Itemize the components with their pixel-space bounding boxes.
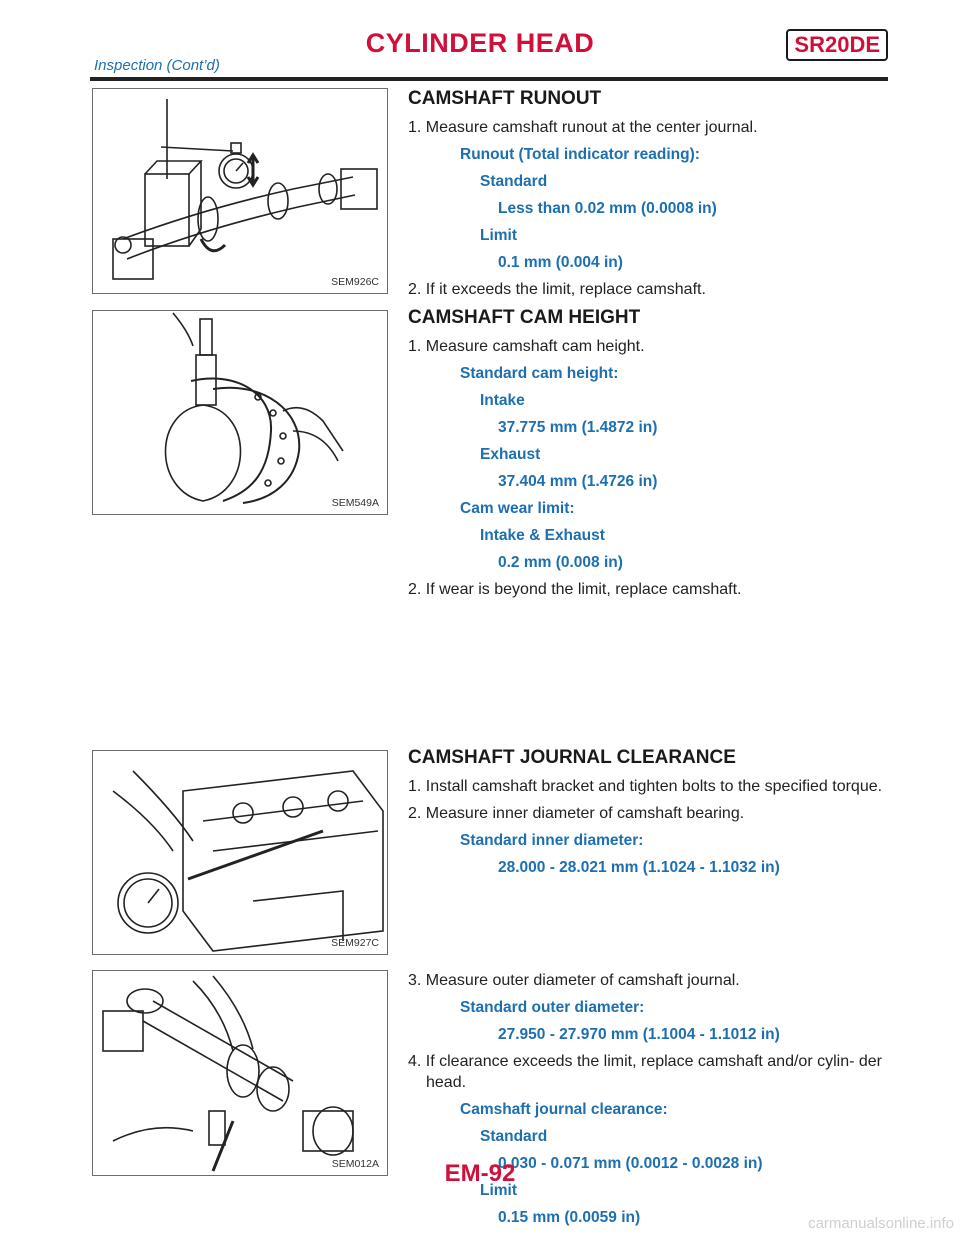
step-text: 1. Measure camshaft runout at the center journal. bbox=[408, 119, 758, 136]
section-journal-clearance bbox=[408, 747, 888, 884]
journal-micrometer-illustration-icon bbox=[93, 971, 387, 1175]
figure-journal-outer bbox=[92, 970, 388, 1176]
figure-journal-bore bbox=[92, 750, 388, 955]
spec-label: Exhaust bbox=[480, 446, 541, 463]
section-heading: CAMSHAFT CAM HEIGHT bbox=[408, 307, 641, 328]
spec-value: 0.1 mm (0.004 in) bbox=[498, 254, 623, 271]
step-text: 3. Measure outer diameter of camshaft journal. bbox=[408, 972, 740, 989]
spec-value: 27.950 - 27.970 mm (1.1004 - 1.1012 in) bbox=[498, 1026, 780, 1043]
page-subtitle: Inspection (Cont’d) bbox=[94, 57, 220, 74]
step-text: 2. If wear is beyond the limit, replace camshaft. bbox=[408, 581, 742, 598]
section-heading: CAMSHAFT JOURNAL CLEARANCE bbox=[408, 747, 736, 768]
section-journal-clearance-cont bbox=[408, 970, 888, 1234]
spec-value: Less than 0.02 mm (0.0008 in) bbox=[498, 200, 717, 217]
section-heading: CAMSHAFT RUNOUT bbox=[408, 88, 602, 109]
watermark: carmanualsonline.info bbox=[808, 1215, 954, 1232]
spec-title: Runout (Total indicator reading): bbox=[460, 146, 700, 163]
figure-camshaft-runout bbox=[92, 88, 388, 294]
step-text: 2. If it exceeds the limit, replace camshaft. bbox=[408, 281, 706, 298]
section-cam-height bbox=[408, 307, 888, 606]
spec-label: Limit bbox=[480, 227, 518, 244]
figure-label: SEM549A bbox=[331, 497, 379, 509]
bore-gauge-illustration-icon bbox=[93, 751, 387, 954]
spec-label: Intake bbox=[480, 392, 525, 409]
spec-title: Standard cam height: bbox=[460, 365, 619, 382]
model-badge: SR20DE bbox=[786, 29, 888, 61]
section-camshaft-runout bbox=[408, 88, 888, 306]
page-title: CYLINDER HEAD bbox=[365, 28, 595, 58]
step-text: 1. Measure camshaft cam height. bbox=[408, 338, 645, 355]
step-text: 1. Install camshaft bracket and tighten bolts to the specified torque. bbox=[408, 778, 883, 795]
step-text: 2. Measure inner diameter of camshaft bearing. bbox=[408, 805, 745, 822]
spec-title: Standard inner diameter: bbox=[460, 832, 644, 849]
runout-illustration-icon bbox=[93, 89, 387, 293]
spec-value: 0.030 - 0.071 mm (0.0012 - 0.0028 in) bbox=[498, 1155, 763, 1172]
figure-label: SEM012A bbox=[331, 1158, 379, 1170]
spec-value: 37.404 mm (1.4726 in) bbox=[498, 473, 658, 490]
figure-label: SEM927C bbox=[331, 937, 379, 949]
header-divider bbox=[90, 77, 888, 81]
spec-value: 37.775 mm (1.4872 in) bbox=[498, 419, 658, 436]
spec-value: 0.15 mm (0.0059 in) bbox=[498, 1209, 641, 1226]
spec-label: Standard bbox=[480, 173, 548, 190]
step-text: 4. If clearance exceeds the limit, replace camshaft and/or cylin- der head. bbox=[408, 1053, 882, 1091]
spec-title: Cam wear limit: bbox=[460, 500, 575, 517]
figure-label: SEM926C bbox=[331, 276, 379, 288]
spec-value: 0.2 mm (0.008 in) bbox=[498, 554, 623, 571]
figure-cam-height bbox=[92, 310, 388, 515]
spec-label: Standard bbox=[480, 1128, 548, 1145]
page-number: EM-92 bbox=[444, 1160, 516, 1187]
spec-label: Intake & Exhaust bbox=[480, 527, 605, 544]
spec-label: Limit bbox=[480, 1182, 518, 1199]
micrometer-illustration-icon bbox=[93, 311, 387, 514]
spec-title: Camshaft journal clearance: bbox=[460, 1101, 668, 1118]
spec-title: Standard outer diameter: bbox=[460, 999, 645, 1016]
spec-value: 28.000 - 28.021 mm (1.1024 - 1.1032 in) bbox=[498, 859, 780, 876]
